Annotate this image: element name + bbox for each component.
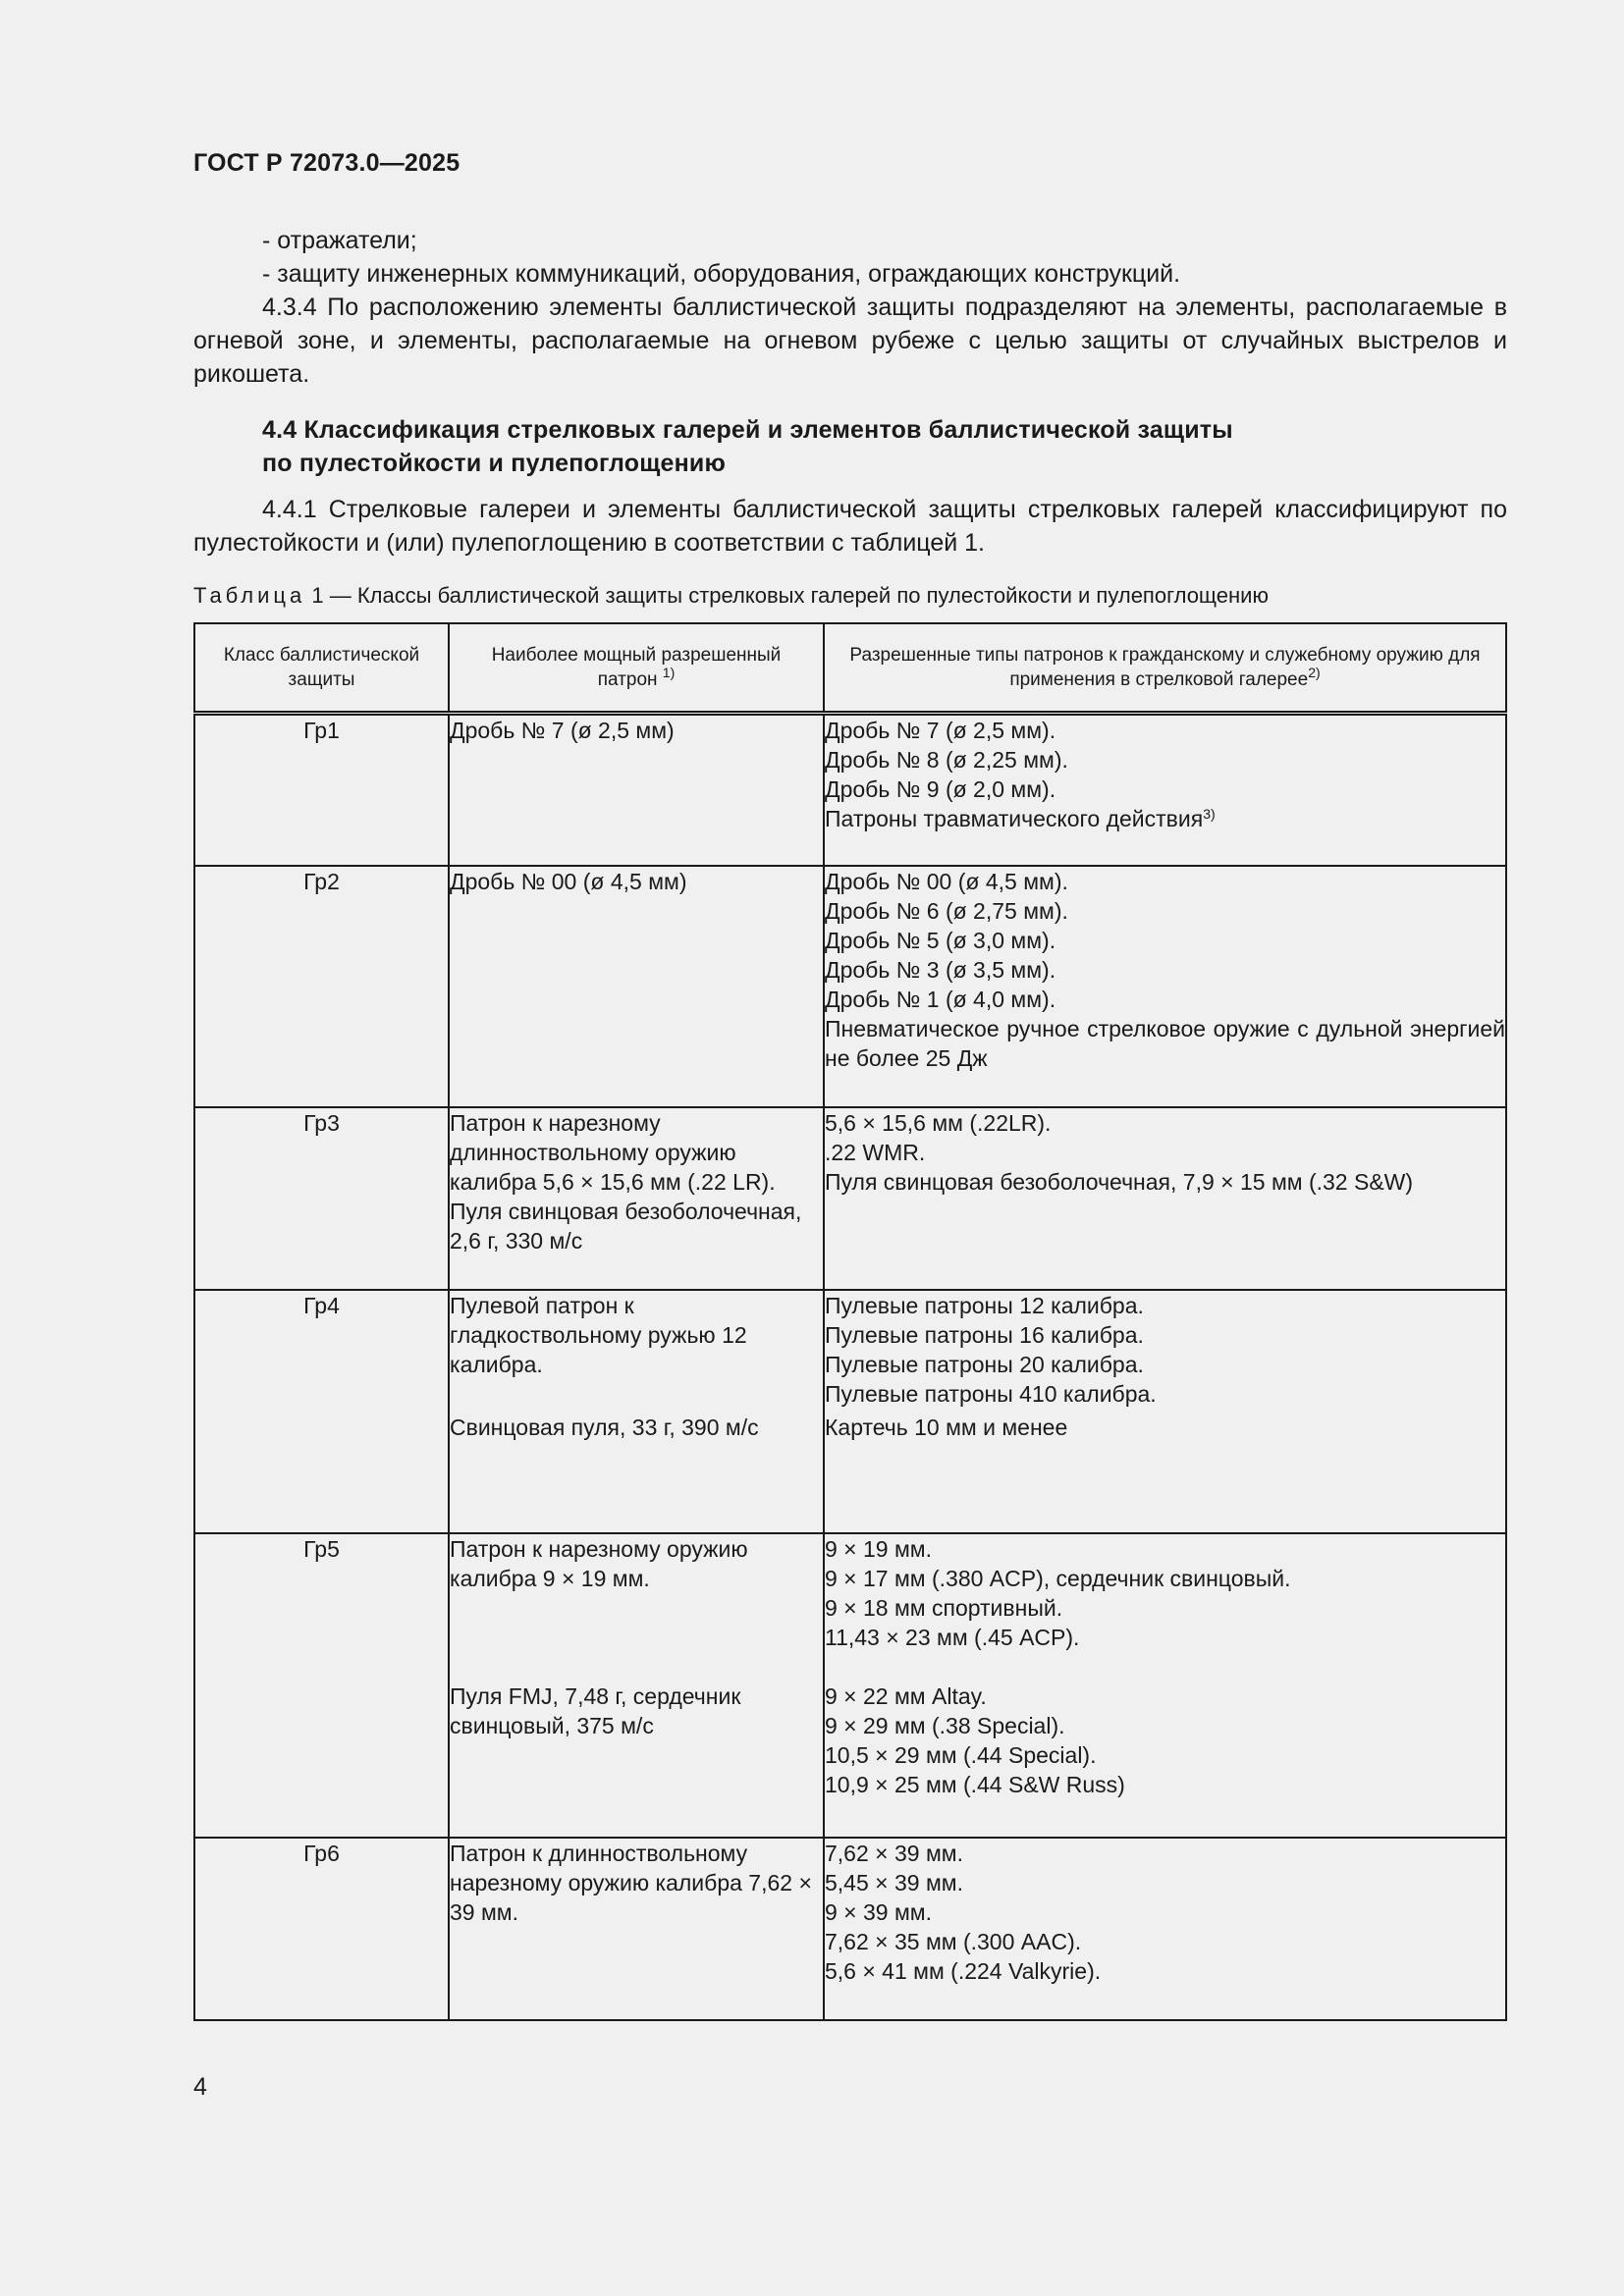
list-item: - защиту инженерных коммуникаций, оборудования, ограждающих конструкций. xyxy=(262,260,1181,288)
class-cell: Гр1 xyxy=(194,714,449,866)
page-number: 4 xyxy=(193,2073,207,2101)
cartridge-cell: Пулевой патрон к гладкоствольному ружью 12 калибра. Свинцовая пуля, 33 г, 390 м/с xyxy=(449,1290,824,1533)
table-row xyxy=(194,1533,1506,1838)
header-class: Класс баллистической защиты xyxy=(194,623,449,714)
cartridge-cell: Патрон к длинноствольному нарезному оружию калибра 7,62 × 39 мм. xyxy=(449,1838,824,2020)
table-row xyxy=(194,1290,1506,1533)
class-cell: Гр6 xyxy=(194,1838,449,2020)
section-body xyxy=(193,493,1507,560)
section-title-line: 4.4 Классификация стрелковых галерей и элементов баллистической защиты xyxy=(262,416,1233,444)
section-title xyxy=(262,413,1233,480)
table-row xyxy=(194,714,1506,866)
paragraph-4-4-1: 4.4.1 Стрелковые галереи и элементы баллистической защиты стрелковых галерей классифицируют по пулестойкости и (или) пулепоглощению в соответствии с таблицей 1. xyxy=(193,496,1507,557)
cartridge-cell: Дробь № 7 (ø 2,5 мм) xyxy=(449,714,824,866)
allowed-cell: Дробь № 7 (ø 2,5 мм). Дробь № 8 (ø 2,25 мм). Дробь № 9 (ø 2,0 мм). Патроны травматического действия$^{3)}$ xyxy=(824,714,1506,866)
class-cell: Гр4 xyxy=(194,1290,449,1533)
paragraph-4-3-4: 4.3.4 По расположению элементы баллистической защиты подразделяют на элементы, располагаемые в огневой зоне, и элементы, располагаемые на огневом рубеже с целью защиты от случайных выстрелов и рикошета. xyxy=(193,294,1507,388)
allowed-cell: Дробь № 00 (ø 4,5 мм). Дробь № 6 (ø 2,75 мм). Дробь № 5 (ø 3,0 мм). Дробь № 3 (ø 3,5 мм). Дробь № 1 (ø 4,0 мм). Пневматическое ручное стрелковое оружие с дульной энергией не более 25 Дж xyxy=(824,866,1506,1107)
list-item: - отражатели; xyxy=(262,227,417,254)
cartridge-cell: Дробь № 00 (ø 4,5 мм) xyxy=(449,866,824,1107)
class-cell: Гр3 xyxy=(194,1107,449,1290)
class-cell: Гр5 xyxy=(194,1533,449,1838)
allowed-cell: 9 × 19 мм. 9 × 17 мм (.380 ACP), сердечник свинцовый. 9 × 18 мм спортивный. 11,43 × 23 мм (.45 ACP). 9 × 22 мм Altay. 9 × 29 мм (.38 Special). 10,5 × 29 мм (.44 Special). 10,9 × 25 мм (.44 S&W Russ) xyxy=(824,1533,1506,1838)
table-row xyxy=(194,1838,1506,2020)
header-allowed: Разрешенные типы патронов к гражданскому и служебному оружию для применения в стрелковой галерее$^{2)}$ xyxy=(824,623,1506,714)
section-title-line: по пулестойкости и пулепоглощению xyxy=(262,450,727,477)
document-header: ГОСТ Р 72073.0—2025 xyxy=(193,149,460,177)
header-cartridge: Наиболее мощный разрешенный патрон $^{1)}$ xyxy=(449,623,824,714)
cartridge-cell: Патрон к нарезному длинноствольному оружию калибра 5,6 × 15,6 мм (.22 LR). Пуля свинцовая безоболочечная, 2,6 г, 330 м/с xyxy=(449,1107,824,1290)
table-caption xyxy=(193,583,1269,609)
allowed-cell: 5,6 × 15,6 мм (.22LR). .22 WMR. Пуля свинцовая безоболочечная, 7,9 × 15 мм (.32 S&W) xyxy=(824,1107,1506,1290)
class-cell: Гр2 xyxy=(194,866,449,1107)
allowed-cell: 7,62 × 39 мм. 5,45 × 39 мм. 9 × 39 мм. 7,62 × 35 мм (.300 AAC). 5,6 × 41 мм (.224 Valkyrie). xyxy=(824,1838,1506,2020)
ballistic-classes-table xyxy=(193,622,1507,2021)
table-caption-text: 1 — Классы баллистической защиты стрелковых галерей по пулестойкости и пулепоглощению xyxy=(305,583,1269,608)
intro-block xyxy=(193,224,1507,391)
cartridge-cell: Патрон к нарезному оружию калибра 9 × 19 мм. Пуля FMJ, 7,48 г, сердечник свинцовый, 375 м/с xyxy=(449,1533,824,1838)
allowed-cell: Пулевые патроны 12 калибра. Пулевые патроны 16 калибра. Пулевые патроны 20 калибра. Пулевые патроны 410 калибра. Картечь 10 мм и менее xyxy=(824,1290,1506,1533)
table-header-row xyxy=(194,623,1506,714)
table-row xyxy=(194,866,1506,1107)
table-caption-prefix: Таблица xyxy=(193,583,306,608)
table-row xyxy=(194,1107,1506,1290)
